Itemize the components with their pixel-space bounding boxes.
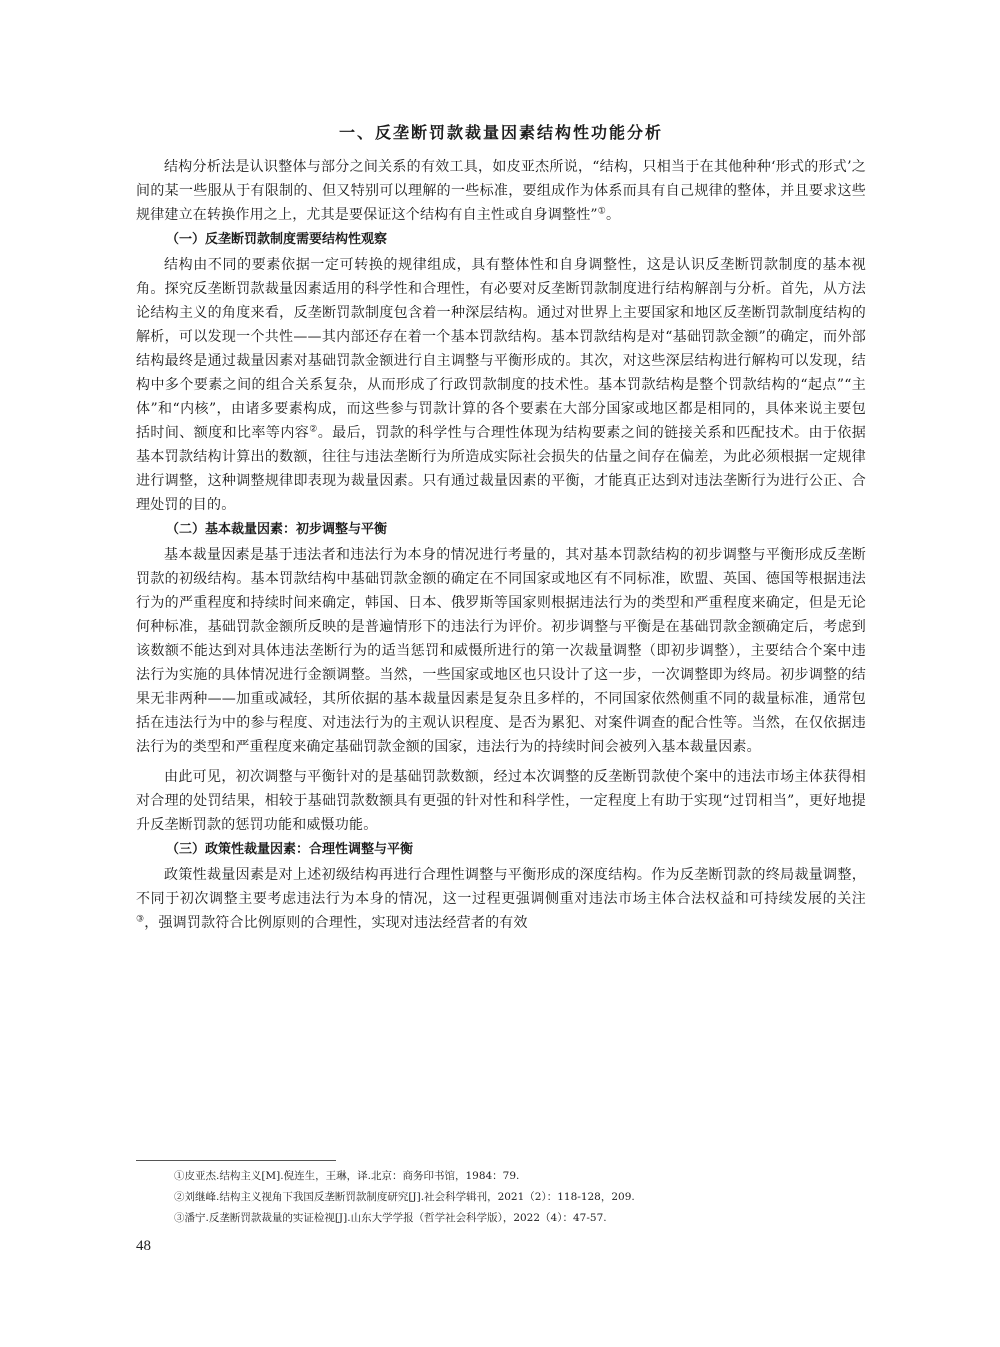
footnote-ref-1[interactable]: ① (597, 206, 607, 217)
subsection-3-text-b: ，强调罚款符合比例原则的合理性，实现对违法经营者的有效 (144, 915, 528, 931)
subsection-2-paragraph-1: 基本裁量因素是基于违法者和违法行为本身的情况进行考量的，其对基本罚款结构的初步调整与平衡形成反垄断罚款的初级结构。基本罚款结构中基础罚款金额的确定在不同国家或地区有不同标准，欧盟、英国、德国等根据违法行为的严重程度和持续时间来确定，韩国、日本、俄罗斯等国家则根据违法行为的类型和严重程度来确定，但是无论何种标准，基础罚款金额所反映的是普遍情形下的违法行为评价。初步调整与平衡是在基础罚款金额确定后，考虑到该数额不能达到对具体违法垄断行为的适当惩罚和威慑所进行的第一次裁量调整（即初步调整），主要结合个案中违法行为实施的具体情况进行金额调整。当然，一些国家或地区也只设计了这一步，一次调整即为终局。初步调整的结果无非两种——加重或减轻，其所依据的基本裁量因素是复杂且多样的，不同国家依然侧重不同的裁量标准，通常包括在违法行为中的参与程度、对违法行为的主观认识程度、是否为累犯、对案件调查的配合性等。当然，在仅依据违法行为的类型和严重程度来确定基础罚款金额的国家，违法行为的持续时间会被列入基本裁量因素。 (136, 547, 866, 755)
subsection-3-paragraph (136, 863, 866, 935)
article-body (136, 120, 866, 935)
subsection-heading-3: （三）政策性裁量因素：合理性调整与平衡 (166, 842, 414, 857)
footnote-divider (136, 1160, 336, 1161)
footnote-item: ①皮亚杰.结构主义[M].倪连生，王琳，译.北京：商务印书馆，1984：79. (174, 1170, 520, 1182)
subsection-1-text-a: 结构由不同的要素依据一定可转换的规律组成，具有整体性和自身调整性，这是认识反垄断罚款制度的基本视角。探究反垄断罚款裁量因素适用的科学性和合理性，有必要对反垄断罚款制度进行结构解剖与分析。首先，从方法论结构主义的角度来看，反垄断罚款制度包含着一种深层结构。通过对世界上主要国家和地区反垄断罚款制度结构的解析，可以发现一个共性——其内部还存在着一个基本罚款结构。基本罚款结构是对“基础罚款金额”的确定，而外部结构最终是通过裁量因素对基础罚款金额进行自主调整与平衡形成的。其次，对这些深层结构进行解构可以发现，结构中多个要素之间的组合关系复杂，从而形成了行政罚款制度的技术性。基本罚款结构是整个罚款结构的“起点”“主体”和“内核”，由诸多要素构成，而这些参与罚款计算的各个要素在大部分国家或地区都是相同的，具体来说主要包括时间、额度和比率等内容 (136, 257, 866, 441)
page-number: 48 (136, 1238, 151, 1254)
footnote-ref-2[interactable]: ② (309, 424, 318, 435)
subsection-heading-2: （二）基本裁量因素：初步调整与平衡 (166, 522, 388, 537)
footnote-item: ③潘宁.反垄断罚款裁量的实证检视[J].山东大学学报（哲学社会科学版），2022（4）：47-57. (174, 1212, 607, 1224)
intro-paragraph (136, 155, 866, 227)
footnotes (174, 1166, 864, 1229)
subsection-1-paragraph (136, 253, 866, 517)
footnote-ref-3[interactable]: ③ (136, 914, 145, 925)
section-title: 一、反垄断罚款裁量因素结构性功能分析 (338, 123, 663, 142)
subsection-2-paragraph-2: 由此可见，初次调整与平衡针对的是基础罚款数额，经过本次调整的反垄断罚款使个案中的违法市场主体获得相对合理的处罚结果，相较于基础罚款数额具有更强的针对性和科学性，一定程度上有助于实现“过罚相当”，更好地提升反垄断罚款的惩罚功能和威慑功能。 (136, 769, 866, 833)
subsection-1-text-b: 。最后，罚款的科学性与合理性体现为结构要素之间的链接关系和匹配技术。由于依据基本罚款结构计算出的数额，往往与违法垄断行为所造成实际社会损失的估量之间存在偏差，为此必须根据一定规律进行调整，这种调整规律即表现为裁量因素。只有通过裁量因素的平衡，才能真正达到对违法垄断行为进行公正、合理处罚的目的。 (136, 425, 866, 513)
intro-tail: 。 (606, 207, 621, 223)
footnote-item: ②刘继峰.结构主义视角下我国反垄断罚款制度研究[J].社会科学辑刊，2021（2）：118-128，209. (174, 1191, 635, 1203)
subsection-3-text-a: 政策性裁量因素是对上述初级结构再进行合理性调整与平衡形成的深度结构。作为反垄断罚款的终局裁量调整，不同于初次调整主要考虑违法行为本身的情况，这一过程更强调侧重对违法市场主体合法权益和可持续发展的关注 (136, 867, 866, 907)
subsection-heading-1: （一）反垄断罚款制度需要结构性观察 (166, 232, 388, 247)
intro-text: 结构分析法是认识整体与部分之间关系的有效工具，如皮亚杰所说，“结构，只相当于在其他种种‘形式的形式’之间的某一些服从于有限制的、但又特别可以理解的一些标准，要组成作为体系而具有自己规律的整体，并且要求这些规律建立在转换作用之上，尤其是要保证这个结构有自主性或自身调整性” (136, 159, 866, 223)
